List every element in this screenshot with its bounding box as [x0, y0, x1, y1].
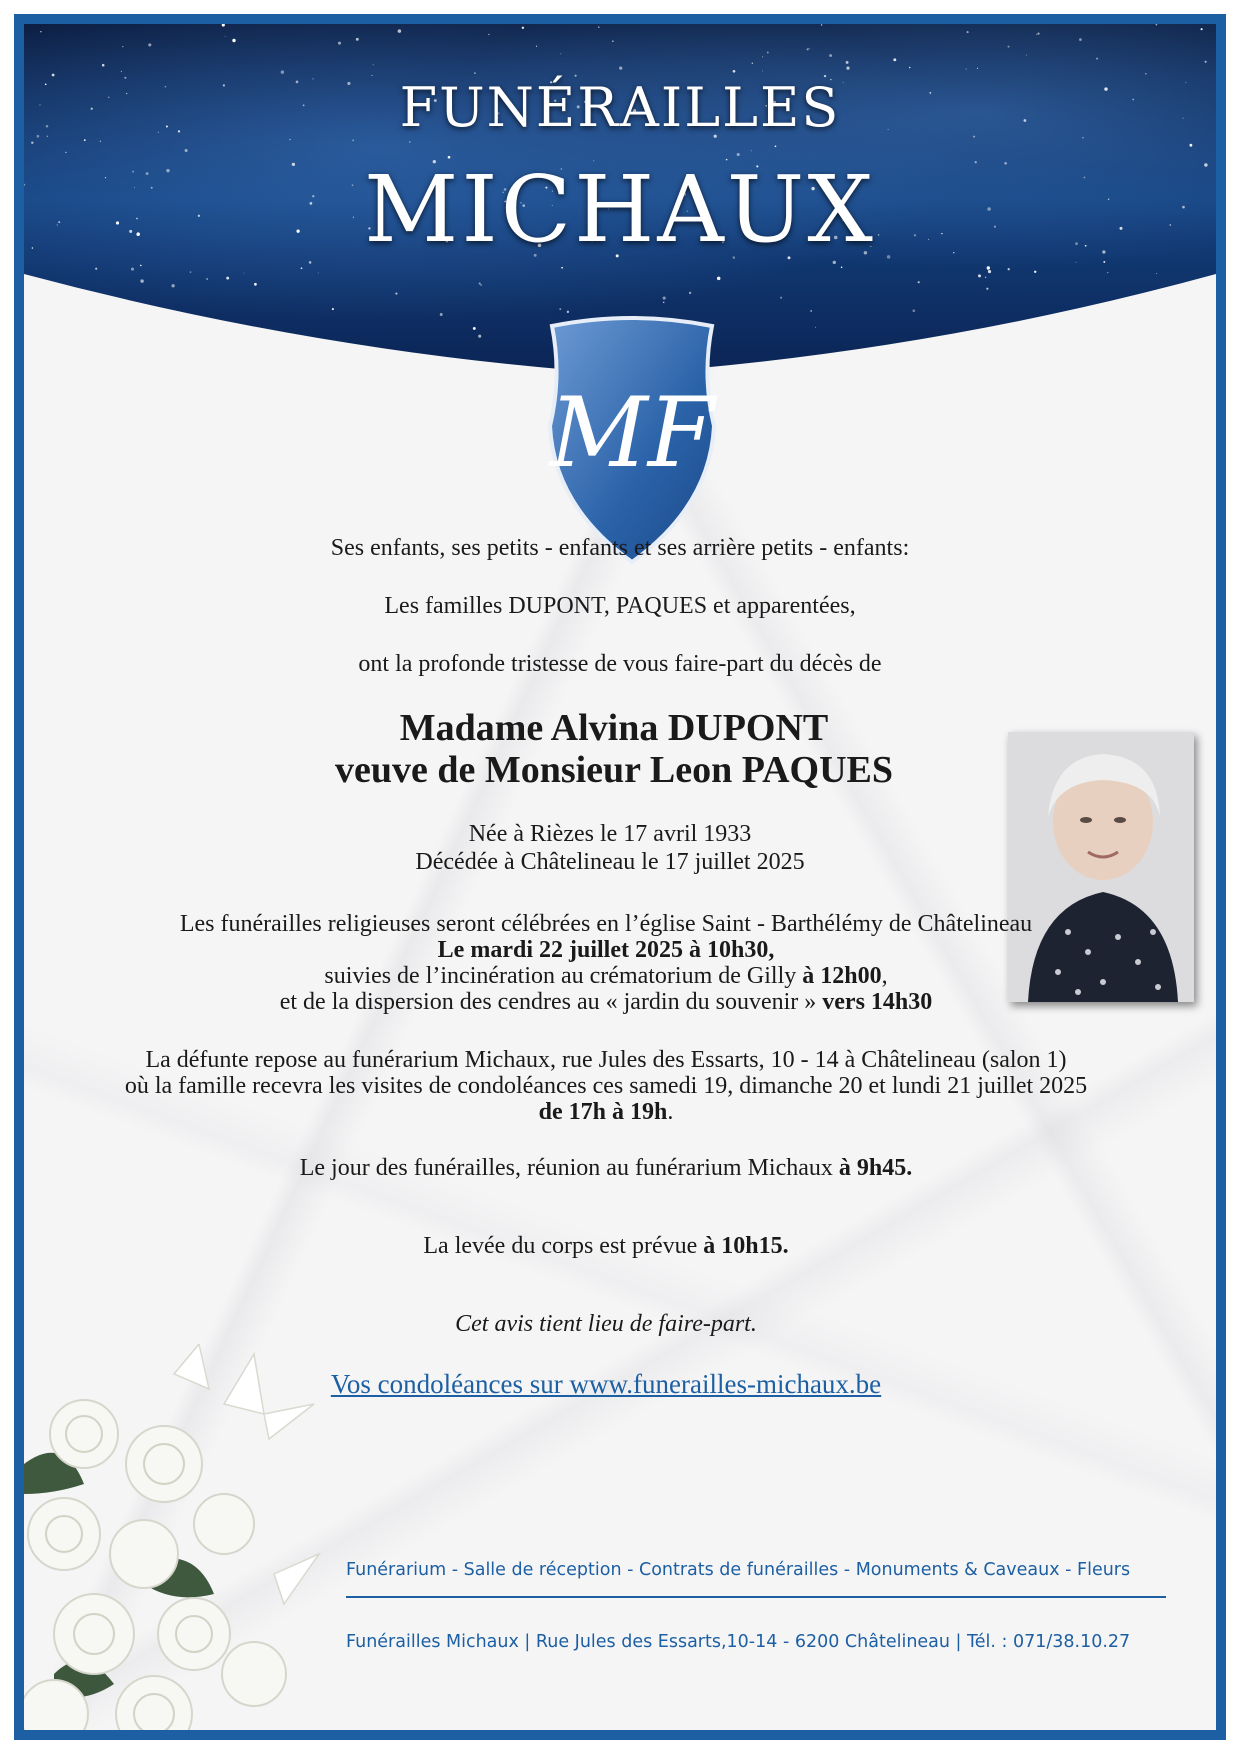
star: [398, 29, 401, 32]
star: [815, 327, 816, 328]
levee-info: La levée du corps est prévue à 10h15.: [423, 1233, 789, 1259]
star: [440, 313, 443, 316]
mf-shield-logo: [532, 316, 732, 566]
star: [338, 42, 341, 45]
star: [301, 267, 303, 269]
star: [978, 274, 981, 277]
star: [1205, 61, 1207, 63]
star: [332, 308, 334, 310]
star: [373, 64, 374, 65]
star: [598, 26, 599, 27]
star: [986, 288, 988, 290]
star: [966, 68, 967, 69]
star: [560, 53, 561, 54]
visits-days: où la famille recevra les visites de condoléances ces samedi 19, dimanche 20 et lundi 21 juillet 2025: [124, 1073, 1088, 1099]
star: [395, 293, 397, 295]
star: [244, 273, 245, 274]
star: [985, 277, 986, 278]
star: [140, 265, 142, 267]
star: [1201, 28, 1203, 30]
star: [1096, 58, 1098, 60]
star: [352, 140, 354, 142]
star: [478, 335, 481, 338]
star: [185, 149, 188, 152]
star: [1079, 38, 1082, 41]
star: [752, 63, 754, 65]
star: [488, 34, 489, 35]
star: [767, 52, 769, 54]
notice-text: Cet avis tient lieu de faire-part.: [455, 1311, 757, 1337]
star: [31, 141, 33, 143]
star: [807, 48, 809, 50]
star: [40, 31, 41, 32]
star: [893, 58, 896, 61]
white-flowers-bouquet: [24, 1344, 324, 1740]
star: [1145, 73, 1147, 75]
star: [987, 266, 990, 269]
star: [841, 267, 843, 269]
star: [148, 43, 151, 46]
star: [102, 64, 105, 67]
star: [474, 72, 476, 74]
visits-location: La défunte repose au funérarium Michaux, rue Jules des Essarts, 10 - 14 à Châtelineau (salon 1): [145, 1047, 1067, 1073]
star: [762, 56, 763, 57]
star: [206, 278, 208, 280]
star: [131, 268, 134, 271]
star: [473, 327, 476, 330]
star: [1008, 268, 1010, 270]
ceremony-dispersion: et de la dispersion des cendres au « jardin du souvenir » vers 14h30: [279, 989, 933, 1015]
death-info: Décédée à Châtelineau le 17 juillet 2025: [415, 849, 805, 875]
star: [909, 67, 911, 69]
star: [846, 61, 849, 64]
star: [567, 311, 569, 313]
ceremony-church: Les funérailles religieuses seront célébrées en l’église Saint - Barthélémy de Châtelineau: [179, 911, 1033, 937]
star: [232, 39, 235, 42]
brand-line-michaux: MICHAUX: [364, 156, 876, 263]
star: [559, 308, 561, 310]
star: [561, 267, 563, 269]
star: [1189, 144, 1192, 147]
star: [1036, 34, 1037, 35]
star: [479, 282, 481, 284]
visits-hours: de 17h à 19h.: [538, 1099, 674, 1125]
star: [689, 292, 691, 294]
star: [829, 54, 832, 57]
star: [1037, 32, 1039, 34]
star: [762, 71, 763, 72]
star: [912, 309, 915, 312]
obituary-frame: [14, 14, 1226, 1740]
star: [751, 150, 752, 151]
intro-children: Ses enfants, ses petits - enfants et ses arrière petits - enfants:: [330, 535, 910, 561]
condolences-link[interactable]: Vos condoléances sur www.funerailles-michaux.be: [330, 1369, 882, 1399]
star: [84, 139, 86, 141]
footer-divider: [346, 1596, 1166, 1598]
star: [810, 310, 811, 311]
star: [356, 38, 359, 41]
intro-families: Les familles DUPONT, PAQUES et apparentées,: [384, 593, 856, 619]
ceremony-date: Le mardi 22 juillet 2025 à 10h30,: [437, 937, 775, 963]
ceremony-cremation: suivies de l’incinération au crématorium de Gilly à 12h00,: [324, 963, 888, 989]
logo-letters: MF: [549, 377, 715, 489]
star: [190, 271, 192, 273]
star: [1026, 54, 1027, 55]
brand-line-funerailles: FUNÉRAILLES: [399, 76, 841, 139]
star: [140, 279, 143, 282]
star: [1008, 46, 1010, 48]
star: [121, 71, 122, 72]
star: [809, 48, 810, 49]
star: [95, 268, 97, 270]
star: [409, 141, 410, 142]
meeting-info: Le jour des funérailles, réunion au funérarium Michaux à 9h45.: [299, 1155, 913, 1181]
star: [663, 302, 665, 304]
birth-info: Née à Rièzes le 17 avril 1933: [468, 821, 752, 847]
star: [733, 70, 736, 73]
deceased-spouse: veuve de Monsieur Leon PAQUES: [334, 749, 894, 791]
star: [821, 24, 822, 25]
star: [536, 46, 537, 47]
star: [480, 284, 481, 285]
star: [100, 141, 101, 142]
star: [967, 31, 969, 33]
star: [977, 68, 978, 69]
star: [226, 277, 229, 280]
star: [254, 283, 257, 286]
star: [612, 40, 614, 42]
intro-sorrow: ont la profonde tristesse de vous faire-part du décès de: [358, 651, 882, 677]
star: [1034, 271, 1036, 273]
star: [225, 36, 226, 37]
star: [522, 27, 524, 29]
star: [780, 297, 782, 299]
star: [1107, 272, 1108, 273]
deceased-name: Madame Alvina DUPONT: [399, 707, 829, 749]
star: [988, 270, 991, 273]
star: [1156, 273, 1157, 274]
footer-services: Funérarium - Salle de réception - Contrats de funérailles - Monuments & Caveaux - Fleurs: [346, 1560, 1131, 1580]
star: [171, 284, 174, 287]
star: [663, 297, 666, 300]
star: [289, 139, 290, 140]
star: [717, 277, 721, 281]
footer-address: Funérailles Michaux | Rue Jules des Essarts,10-14 - 6200 Châtelineau | Tél. : 071/38.10.27: [346, 1632, 1131, 1652]
star: [775, 145, 777, 147]
star: [846, 67, 849, 70]
star: [65, 152, 66, 153]
star: [281, 70, 285, 74]
star: [918, 281, 920, 283]
star: [318, 272, 319, 273]
star: [619, 66, 622, 69]
star: [122, 46, 123, 47]
